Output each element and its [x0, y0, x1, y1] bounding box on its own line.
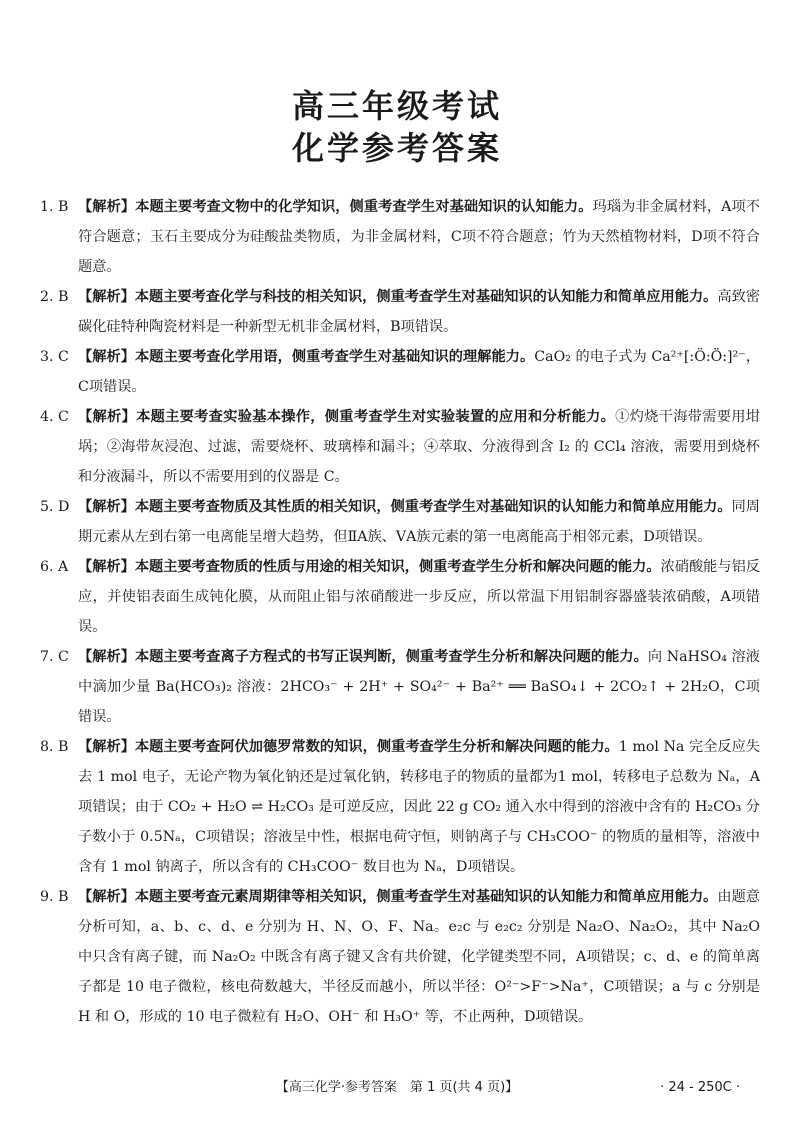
answer-body: 同周期元素从左到右第一电离能呈增大趋势，但ⅡA族、ⅤA族元素的第一电离能高于相邻元素，D项错误。	[78, 499, 760, 545]
answer-number: 4. C	[40, 409, 69, 425]
analysis-tag: 【解析】	[78, 889, 135, 905]
analysis-tag: 【解析】	[78, 409, 137, 425]
analysis-tag: 【解析】	[78, 349, 136, 365]
answer-item-2	[40, 282, 760, 342]
answer-item-4	[40, 402, 760, 492]
answer-body: CaO₂ 的电子式为 Ca²⁺[:Ö:Ö:]²⁻，C项错误。	[78, 349, 760, 395]
page-title-line1: 高三年级考试	[291, 87, 502, 125]
answer-lead: 本题主要考查元素周期律等相关知识，侧重考查学生对基础知识的认知能力和简单应用能力。	[134, 889, 718, 905]
answer-body: 浓硝酸能与铝反应，并使铝表面生成钝化膜，从而阻止铝与浓硝酸进一步反应，所以常温下用铝制容器盛装浓硝酸，A项错误。	[78, 559, 760, 635]
answer-number: 6. A	[40, 559, 69, 575]
answer-number: 1. B	[40, 199, 69, 215]
analysis-tag: 【解析】	[78, 649, 135, 665]
footer-code: · 24 - 250C ·	[660, 1080, 740, 1095]
answer-number: 8. B	[40, 739, 69, 755]
answer-item-3	[40, 342, 760, 402]
answer-number: 2. B	[40, 289, 69, 305]
answer-item-6	[40, 552, 760, 642]
footer-page-label: 【高三化学·参考答案 第 1 页(共 4 页)】	[275, 1080, 519, 1095]
analysis-tag: 【解析】	[78, 199, 136, 215]
answer-item-9	[40, 882, 760, 1032]
answer-lead: 本题主要考查化学与科技的相关知识，侧重考查学生对基础知识的认知能力和简单应用能力。	[134, 289, 718, 305]
page-title-line2: 化学参考答案	[291, 129, 502, 167]
answer-number: 5. D	[40, 499, 70, 515]
analysis-tag: 【解析】	[78, 739, 135, 755]
answer-item-1	[40, 192, 760, 282]
answer-item-8	[40, 732, 760, 882]
answer-body: 1 mol Na 完全反应失去 1 mol 电子，无论产物为氧化钠还是过氧化钠，转移电子的物质的量都为1 mol，转移电子总数为 Nₐ，A项错误；由于 CO₂ + H₂O ⇌ H₂CO₃ 是可逆反应，因此 22 g CO₂ 通入水中得到的溶液中含有的 H₂CO₃ 分子数小于 0.5Nₐ，C项错误；溶液呈中性，根据电荷守恒，则钠离子与 CH₃COO⁻ 的物质的量相等，溶液中含有 1 mol 钠离子，所以含有的 CH₃COO⁻ 数目也为 Nₐ，D项错误。	[78, 739, 760, 875]
answer-body: 高致密碳化硅特种陶瓷材料是一种新型无机非金属材料，B项错误。	[78, 289, 760, 335]
answer-body: ①灼烧干海带需要用坩埚；②海带灰浸泡、过滤，需要烧杯、玻璃棒和漏斗；④萃取、分液得到含 I₂ 的 CCl₄ 溶液，需要用到烧杯和分液漏斗，所以不需要用到的仪器是 C。	[78, 409, 760, 485]
answer-number: 3. C	[40, 349, 69, 365]
answer-item-7	[40, 642, 760, 732]
analysis-tag: 【解析】	[78, 499, 135, 515]
analysis-tag: 【解析】	[78, 559, 135, 575]
answer-body: 玛瑙为非金属材料，A项不符合题意；玉石主要成分为硅酸盐类物质，为非金属材料，C项不符合题意；竹为天然植物材料，D项不符合题意。	[78, 199, 760, 275]
answer-lead: 本题主要考查文物中的化学知识，侧重考查学生对基础知识的认知能力。	[135, 199, 593, 215]
analysis-tag: 【解析】	[78, 289, 135, 305]
answer-number: 7. C	[40, 649, 69, 665]
answer-lead: 本题主要考查化学用语，侧重考查学生对基础知识的理解能力。	[135, 349, 535, 365]
answer-item-5	[40, 492, 760, 552]
answer-list	[40, 192, 760, 1032]
answer-body: 向 NaHSO₄ 溶液中滴加少量 Ba(HCO₃)₂ 溶液：2HCO₃⁻ + 2H⁺ + SO₄²⁻ + Ba²⁺ ══ BaSO₄↓ + 2CO₂↑ + 2H₂O，C项错误。	[78, 649, 760, 725]
answer-lead: 本题主要考查物质的性质与用途的相关知识，侧重考查学生分析和解决问题的能力。	[134, 559, 661, 575]
answer-lead: 本题主要考查实验基本操作，侧重考查学生对实验装置的应用和分析能力。	[136, 409, 616, 425]
answer-lead: 本题主要考查物质及其性质的相关知识，侧重考查学生对基础知识的认知能力和简单应用能力。	[134, 499, 732, 515]
answer-number: 9. B	[40, 889, 69, 905]
answer-lead: 本题主要考查阿伏加德罗常数的知识，侧重考查学生分析和解决问题的能力。	[134, 739, 619, 755]
answer-body: 由题意分析可知，a、b、c、d、e 分别为 H、N、O、F、Na。e₂c 与 e₂c₂ 分别是 Na₂O、Na₂O₂，其中 Na₂O 中只含有离子键，而 Na₂O₂ 中既含有离子键又含有共价键，化学键类型不同，A项错误；c、d、e 的简单离子都是 10 电子微粒，核电荷数越大，半径反而越小，所以半径：O²⁻>F⁻>Na⁺，C项错误；a 与 c 分别是 H 和 O，形成的 10 电子微粒有 H₂O、OH⁻ 和 H₃O⁺ 等，不止两种，D项错误。	[78, 889, 760, 1025]
answer-lead: 本题主要考查离子方程式的书写正误判断，侧重考查学生分析和解决问题的能力。	[135, 649, 648, 665]
